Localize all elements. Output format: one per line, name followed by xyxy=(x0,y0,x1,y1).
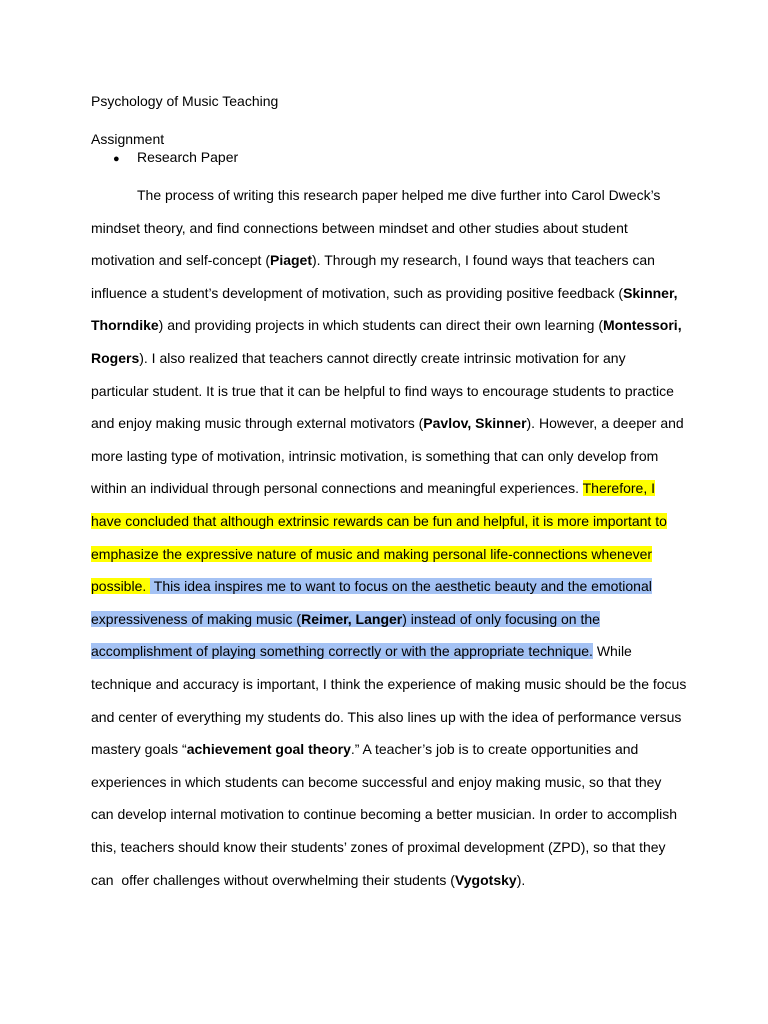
essay-line xyxy=(91,477,655,499)
essay-text: mastery goals “ xyxy=(91,741,187,757)
citation-text: achievement goal theory xyxy=(186,741,351,757)
essay-text: mindset theory, and find connections between mindset and other studies about student xyxy=(91,220,628,236)
essay-text: more lasting type of motivation, intrinsic motivation, is something that can only develop from xyxy=(91,448,659,464)
essay-text: emphasize the expressive nature of music and making personal life-connections whenever xyxy=(91,546,653,562)
essay-text: can offer challenges without overwhelming their students ( xyxy=(91,872,455,888)
essay-line xyxy=(91,575,652,597)
essay-text: While xyxy=(592,643,632,659)
essay-text: influence a student’s development of motivation, such as providing positive feedback ( xyxy=(91,285,624,301)
essay-text: Therefore, I xyxy=(582,480,655,496)
essay-text: experiences in which students can become successful and enjoy making music, so that they xyxy=(91,774,662,790)
citation-text: Reimer, Langer xyxy=(301,611,403,627)
document-title: Psychology of Music Teaching xyxy=(91,93,279,109)
essay-text: ). xyxy=(516,872,526,888)
essay-text: This idea inspires me to want to focus on the aesthetic beauty and the emotional xyxy=(150,578,652,594)
essay-line xyxy=(91,771,661,793)
essay-line xyxy=(91,347,626,369)
essay-line xyxy=(91,673,686,695)
essay-line xyxy=(91,640,632,662)
essay-text: expressiveness of making music ( xyxy=(91,611,302,627)
bullet-icon: ● xyxy=(113,153,120,165)
essay-line xyxy=(137,184,660,206)
essay-line xyxy=(91,836,666,858)
bullet-item-text: Research Paper xyxy=(137,149,239,165)
essay-text: ). However, a deeper and xyxy=(526,415,684,431)
citation-text: Skinner, xyxy=(623,285,678,301)
essay-line xyxy=(91,445,658,467)
essay-text: .” A teacher’s job is to create opportunities and xyxy=(350,741,639,757)
essay-line xyxy=(91,608,600,630)
essay-line xyxy=(91,543,652,565)
citation-text: Montessori, xyxy=(603,317,682,333)
essay-text: have concluded that although extrinsic rewards can be fun and helpful, it is more important to xyxy=(91,513,667,529)
essay-text: technique and accuracy is important, I think the experience of making music should be the focus xyxy=(91,676,687,692)
essay-line xyxy=(91,380,674,402)
essay-line xyxy=(91,282,678,304)
essay-text: ). Through my research, I found ways that teachers can xyxy=(312,252,655,268)
essay-text: particular student. It is true that it can be helpful to find ways to encourage students to practice xyxy=(91,383,674,399)
essay-text: this, teachers should know their students’ zones of proximal development (ZPD), so that they xyxy=(91,839,666,855)
essay-line xyxy=(91,803,677,825)
citation-text: Piaget xyxy=(269,252,312,268)
essay-line xyxy=(91,249,655,271)
citation-text: Rogers xyxy=(91,350,140,366)
citation-text: Pavlov, Skinner xyxy=(423,415,527,431)
essay-text: accomplishment of playing something correctly or with the appropriate technique. xyxy=(91,643,593,659)
citation-text: Vygotsky xyxy=(454,872,517,888)
essay-line xyxy=(91,412,684,434)
bullet-list-item xyxy=(113,148,238,168)
essay-text: and enjoy making music through external motivators ( xyxy=(91,415,424,431)
essay-line xyxy=(91,510,667,532)
section-heading: Assignment xyxy=(91,131,165,147)
essay-text: and center of everything my students do. This also lines up with the idea of performance versus xyxy=(91,709,682,725)
essay-line xyxy=(91,314,682,336)
essay-text: ) instead of only focusing on the xyxy=(402,611,600,627)
citation-text: Thorndike xyxy=(91,317,159,333)
essay-line xyxy=(91,706,681,728)
essay-line xyxy=(91,217,628,239)
essay-text: can develop internal motivation to continue becoming a better musician. In order to accomplish xyxy=(91,806,677,822)
essay-line xyxy=(91,738,638,760)
essay-text: The process of writing this research paper helped me dive further into Carol Dweck’s xyxy=(137,187,661,203)
essay-text: ) and providing projects in which students can direct their own learning ( xyxy=(158,317,604,333)
essay-text: possible. xyxy=(91,578,151,594)
essay-text: ). I also realized that teachers cannot directly create intrinsic motivation for any xyxy=(139,350,626,366)
essay-text: within an individual through personal connections and meaningful experiences. xyxy=(91,480,583,496)
essay-line xyxy=(91,869,525,891)
essay-text: motivation and self-concept ( xyxy=(91,252,270,268)
